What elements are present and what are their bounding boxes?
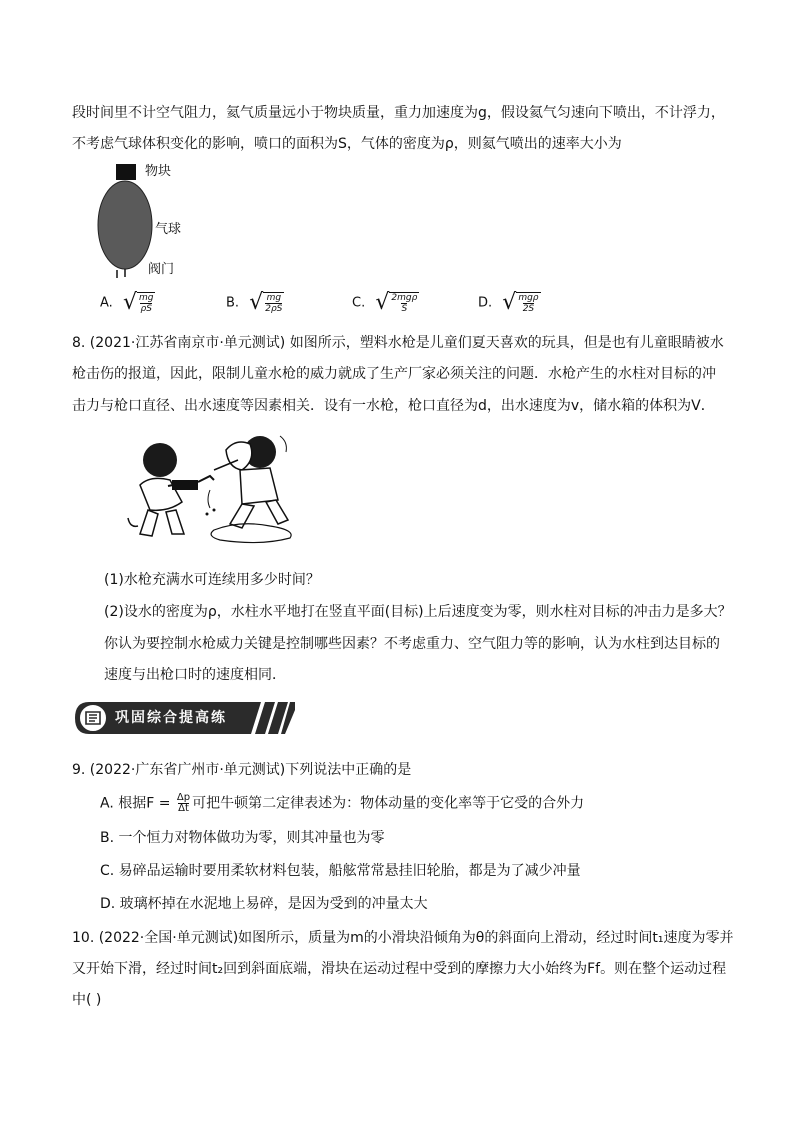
q7-text-line-1: 段时间里不计空气阻力，氦气质量远小于物块质量，重力加速度为g，假设氦气匀速向下喷出，不计浮力， <box>72 105 725 121</box>
q9-option-a[interactable]: A. 根据F = $\frac{\Delta p}{\Delta t}$ 可把牛顿第二定律表述为：物体动量的变化率等于它受的合外力 <box>100 792 585 814</box>
q8-sub-question-1: (1)水枪充满水可连续用多少时间？ <box>104 572 320 588</box>
q8-sub-question-2: (2)设水的密度为ρ，水柱水平地打在竖直平面(目标)上后速度变为零，则水柱对目标的冲击力是多大？ <box>104 604 732 620</box>
q7-text-line-2: 不考虑气球体积变化的影响，喷口的面积为S，气体的密度为ρ，则氦气喷出的速率大小为 <box>72 136 622 152</box>
balloon-label: 气球 <box>155 222 182 237</box>
q9-option-c[interactable]: C. 易碎品运输时要用柔软材料包装，船舷常常悬挂旧轮胎，都是为了减少冲量 <box>100 863 581 879</box>
balloon-shape <box>98 181 152 269</box>
q8-sub-question-2-end: 速度与出枪口时的速度相同． <box>104 667 286 683</box>
section-title: 巩固综合提高练 <box>115 710 227 726</box>
q10-stem-line-2: 又开始下滑，经过时间t₂回到斜面底端，滑块在运动过程中受到的摩擦力大小始终为Ff。则在整个运动过程 <box>72 961 727 977</box>
q9-stem: 9. (2022·广东省广州市·单元测试)下列说法中正确的是 <box>72 762 412 778</box>
puddle <box>211 524 291 543</box>
q8-stem-line-2: 枪击伤的报道，因此，限制儿童水枪的威力就成了生产厂家必须关注的问题．水枪产生的水柱对目标的冲 <box>72 366 716 382</box>
q7-option-a[interactable]: A. √ mg ρS <box>100 290 154 315</box>
kid-head-left <box>143 443 177 477</box>
water-gun <box>172 480 198 490</box>
water-gun-illustration <box>110 430 300 545</box>
q10-stem-line-1: 10. (2022·全国·单元测试)如图所示，质量为m的小滑块沿倾角为θ的斜面向上滑动，经过时间t₁速度为零并 <box>72 930 734 946</box>
q7-option-b[interactable]: B. √ mg 2ρS <box>226 290 283 315</box>
q7-option-c[interactable]: C. √ 2mgρ S <box>352 290 418 315</box>
valve-label: 阀门 <box>148 262 175 277</box>
q10-stem-line-3: 中( ) <box>72 992 102 1008</box>
q8-stem-line-3: 击力与枪口直径、出水速度等因素相关．设有一水枪，枪口直径为d，出水速度为v，储水箱的体积为V． <box>72 398 715 414</box>
q8-stem-line-1: 8. (2021·江苏省南京市·单元测试) 如图所示，塑料水枪是儿童们夏天喜欢的玩具，但是也有儿童眼睛被水 <box>72 335 724 351</box>
q9-option-d[interactable]: D. 玻璃杯掉在水泥地上易碎，是因为受到的冲量太大 <box>100 896 428 912</box>
block-shape <box>116 164 136 180</box>
q9-option-b[interactable]: B. 一个恒力对物体做功为零，则其冲量也为零 <box>100 830 385 846</box>
q7-option-d[interactable]: D. √ mgρ 2S <box>478 290 539 315</box>
q8-sub-question-2-cont: 你认为要控制水枪威力关键是控制哪些因素？不考虑重力、空气阻力等的影响，认为水柱到达目标的 <box>104 636 720 652</box>
block-label: 物块 <box>145 164 172 179</box>
